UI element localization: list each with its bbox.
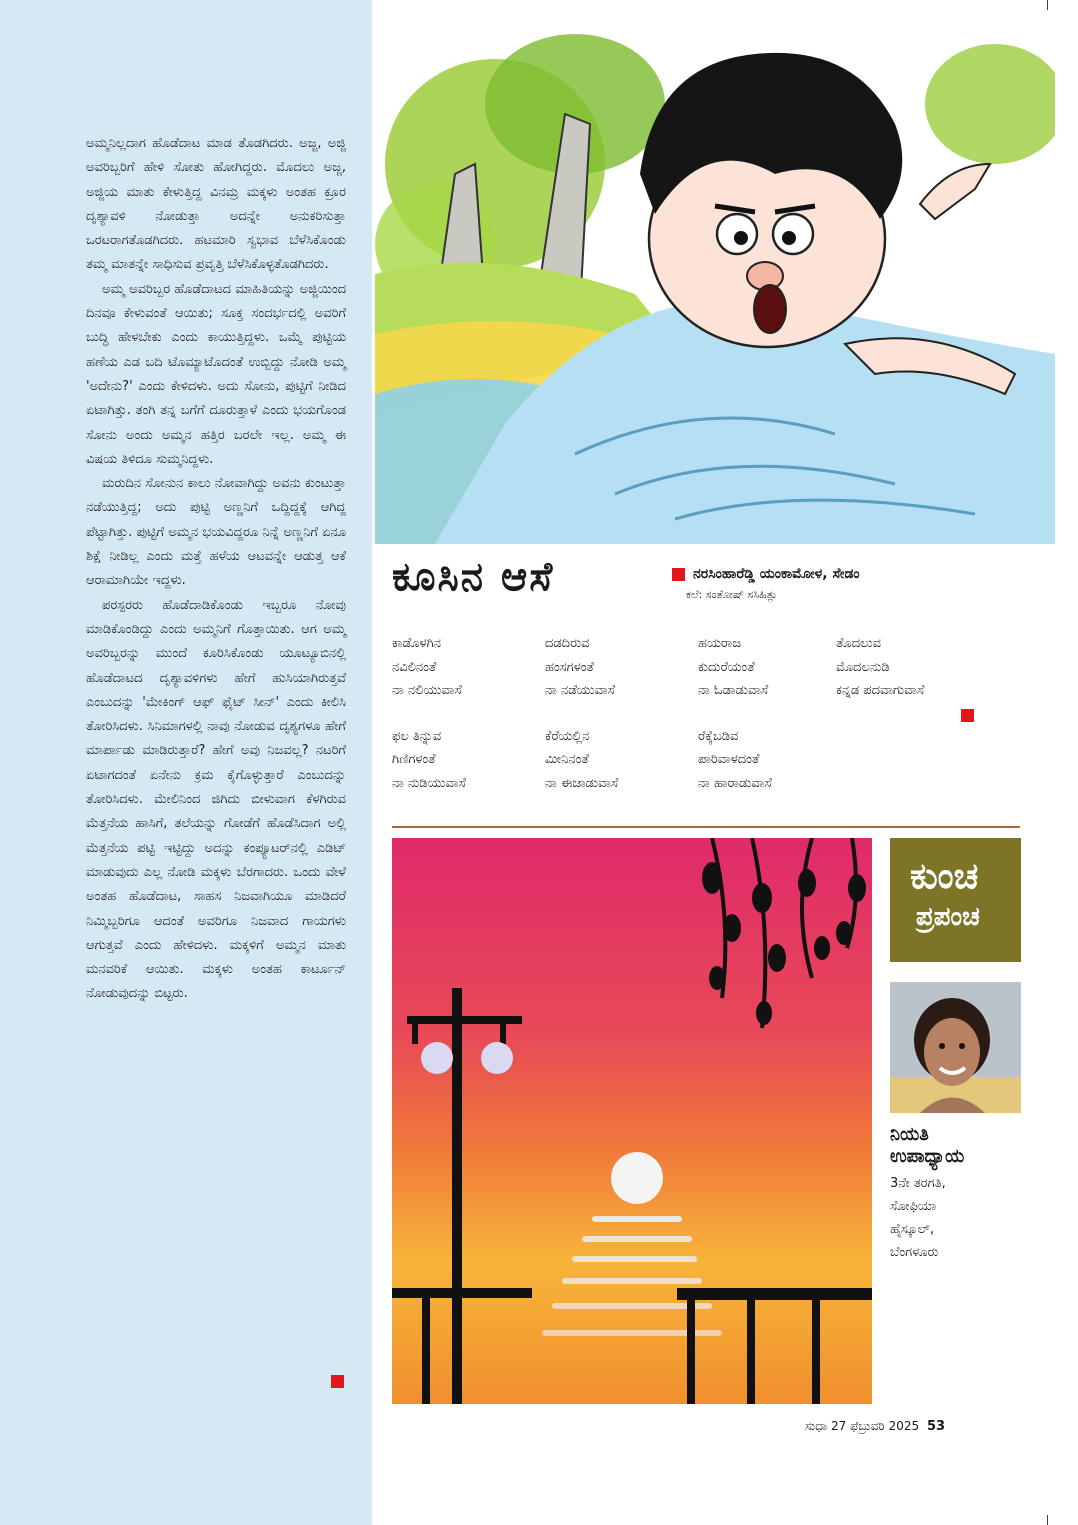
- story-paragraph: ಮರುದಿನ ಸೋನುನ ಕಾಲು ನೋವಾಗಿದ್ದು ಅವನು ಕುಂಟುತ್ತಾ ನಡೆಯುತ್ತಿದ್ದ; ಅದು ಪುಟ್ಟಿ ಅಣ್ಣನಿಗೆ ಒದ್ದಿದ್ದಕ್ಕೆ ಆಗಿದ್ದ ಪೆಟ್ಟಾಗಿತ್ತು. ಪುಟ್ಟಿಗೆ ಅಮ್ಮನ ಭಯವಿದ್ದರೂ ನಿನ್ನೆ ಅಣ್ಣನಿಗೆ ಏನೂ ಶಿಕ್ಷೆ ನೀಡಿಲ್ಲ ಎಂದು ಮತ್ತೆ ಹಳೆಯ ಆಟವನ್ನೇ ಆಡುತ್ತ ಆಕೆ ಆರಾಮಾಗಿಯೇ ಇದ್ದಳು.: [86, 476, 346, 589]
- poem-line: ನಾ ನಡೆಯುವಾಸೆ: [545, 683, 615, 698]
- logo-text-2: ಪ್ರಪಂಚ: [916, 902, 980, 932]
- poem-line: ರೆಕ್ಕೆಬಡಿವ: [698, 728, 739, 744]
- artist-detail-line: 3ನೇ ತರಗತಿ,: [890, 1176, 946, 1191]
- story-paragraph: ಪರಸ್ಪರರು ಹೊಡೆದಾಡಿಕೊಂಡು ಇಬ್ಬರೂ ನೋವು ಮಾಡಿಕೊಂಡಿದ್ದು ಎಂದು ಅಮ್ಮನಿಗೆ ಗೊತ್ತಾಯಿತು. ಆಗ ಅಮ್ಮ ಅವರಿಬ್ಬರನ್ನು ಮುಂದೆ ಕೂರಿಸಿಕೊಂಡು ಯೂಟ್ಯೂಬಿನಲ್ಲಿ ಹೊಡೆದಾಟದ ದೃಶ್ಯಾವಳಿಗಳು ಹೇಗೆ ಹುಸಿಯಾಗಿರುತ್ತವೆ ಎಂಬುದನ್ನು 'ಮೇಕಿಂಗ್ ಆಫ್ ಫೈಟ್ ಸೀನ್' ಎಂದು ಕೀಲಿಸಿ ತೋರಿಸಿದಳು. ಸಿನಿಮಾಗಳಲ್ಲಿ ನಾವು ನೋಡುವ ದೃಶ್ಯಗಳೂ ಹೇಗೆ ಮಾರ್ಪಾಡು ಮಾಡಿರುತ್ತಾರೆ? ಹೇಗೆ ಅವು ನಿಜವಲ್ಲ? ನಟರಿಗೆ ಏಟಾಗದಂತೆ ಏನೇನು ಕ್ರಮ ಕೈಗೊಳ್ಳುತ್ತಾರೆ ಎಂಬುದನ್ನು ತೋರಿಸಿದಳು. ಮೇಲಿನಿಂದ ಜಿಗಿದು ಬೀಳುವಾಗ ಕೆಳಗಿರುವ ಮೆತ್ತನೆಯ ಹಾಸಿಗೆ, ತಲೆಯನ್ನು ಗೋಡೆಗೆ ಹೊಡೆಸಿದಾಗ ಅಲ್ಲಿ ಮೆತ್ತನೆಯ ಪಟ್ಟಿ ಇಟ್ಟಿದ್ದು ಅದನ್ನು ಕಂಪ್ಯೂಟರ್‌ನಲ್ಲಿ ಎಡಿಟ್ ಮಾಡುವುದು ಎಲ್ಲ ನೋಡಿ ಮಕ್ಕಳು ಬೆರಗಾದರು. ಒಂದು ವೇಳೆ ಅಂತಹ ಹೊಡೆದಾಟ, ಸಾಹಸ ನಿಜವಾಗಿಯೂ ಮಾಡಿದರೆ ನಿಮ್ಮಿಬ್ಬರಿಗೂ ಆದಂತೆ ಅವರಿಗೂ ನಿಜವಾದ ಗಾಯಗಳು ಆಗುತ್ತವೆ ಎಂದು ಹೇಳಿದಳು. ಮಕ್ಕಳಿಗೆ ಅಮ್ಮನ ಮಾತು ಮನವರಿಕೆ ಆಯಿತು. ಮಕ್ಕಳು ಅಂತಹ ಕಾರ್ಟೂನ್ ನೋಡುವುದನ್ನು ಬಿಟ್ಟರು.: [86, 597, 346, 1002]
- poem-line: ತೊದಲುವ: [836, 636, 882, 651]
- poem-line: ಮೀನಿನಂತೆ: [545, 752, 589, 767]
- page-footer: [805, 1419, 945, 1434]
- story-text: [86, 132, 346, 1007]
- child-painting: [392, 838, 872, 1404]
- poem-line: ದಡದಿರುವ: [545, 636, 590, 651]
- folio-text: ಸುಧಾ 27 ಫೆಬ್ರುವರಿ 2025: [805, 1419, 920, 1433]
- artist-detail-line: ಬೆಂಗಳೂರು: [890, 1245, 939, 1260]
- story-paragraph: ಅಮ್ಮನಿಲ್ಲದಾಗ ಹೊಡೆದಾಟ ಮಾಡ ತೊಡಗಿದರು. ಅಜ್ಜ, ಅಜ್ಜಿ ಅವರಿಬ್ಬರಿಗೆ ಹೇಳಿ ಸೋತು ಹೋಗಿದ್ದರು. ಮೊದಲು ಅಜ್ಜ, ಅಜ್ಜಿಯ ಮಾತು ಕೇಳುತ್ತಿದ್ದ ವಿನಮ್ರ ಮಕ್ಕಳು ಅಂತಹ ಕ್ರೂರ ದೃಶ್ಯಾವಳಿ ನೋಡುತ್ತಾ ಅದನ್ನೇ ಅನುಕರಿಸುತ್ತಾ ಒರಟರಾಗತೊಡಗಿದರು. ಹಟಮಾರಿ ಸ್ವಭಾವ ಬೆಳೆಸಿಕೊಂಡು ತಮ್ಮ ಮಾತನ್ನೇ ಸಾಧಿಸುವ ಪ್ರವೃತ್ತಿ ಬೆಳೆಸಿಕೊಳ್ಳತೊಡಗಿದರು.: [86, 136, 346, 273]
- poem-stanza: [698, 632, 836, 703]
- story-end-mark: [331, 1375, 344, 1388]
- poem-line: ನಾ ಓಡಾಡುವಾಸೆ: [698, 683, 769, 698]
- poem-title: ಕೂಸಿನ ಆಸೆ: [392, 554, 555, 600]
- page-number: 53: [926, 1419, 946, 1434]
- poem-line: ಕಾಡೊಳಗಿನ: [392, 636, 441, 651]
- story-sidebar-panel: [0, 0, 372, 1525]
- artist-name-line-2: ಉಪಾಧ್ಯಾಯ: [890, 1146, 965, 1167]
- poem-stanza: [545, 632, 698, 703]
- artist-details: [890, 1172, 946, 1264]
- poem-line: ಕುದುರೆಯಂತೆ: [698, 659, 755, 675]
- poem-line: ನಾ ನಲಿಯುವಾಸೆ: [392, 683, 462, 698]
- poem-stanza: [392, 632, 545, 703]
- poem-byline: [672, 566, 860, 602]
- poem-line: ಹಂಸಗಳಂತೆ: [545, 659, 594, 675]
- poem-line: ಕನ್ನಡ ಪದವಾಗುವಾಸೆ: [836, 683, 925, 698]
- poem-line: ನಾ ಈಜಾಡುವಾಸೆ: [545, 775, 619, 791]
- poem-line: ಹಯರಾಜ: [698, 636, 742, 651]
- kuncha-prapancha-logo: [890, 838, 1021, 962]
- poem-line: ಗಿಣಿಗಳಂತೆ: [392, 752, 436, 767]
- poem-stanza: [392, 725, 545, 796]
- poem-stanza: [836, 632, 986, 703]
- artist-detail-line: ಹೈಸ್ಕೂಲ್,: [890, 1222, 935, 1237]
- artist-detail-line: ಸೋಫಿಯಾ: [890, 1199, 937, 1214]
- poem-stanza: [545, 725, 698, 796]
- poem-line: ಮೊದಲನುಡಿ: [836, 659, 890, 675]
- artist-photo: [890, 982, 1021, 1113]
- illustrator-credit: ಕಲೆ: ಸಂತೋಷ್ ಸಸಿಹಿತ್ಲು: [686, 588, 778, 601]
- crop-mark: [1047, 1515, 1048, 1525]
- poem-line: ನಾ ಹಾರಾಡುವಾಸೆ: [698, 775, 772, 791]
- poem-illustration: [375, 14, 1055, 544]
- poem-author: ನರಸಿಂಹಾರೆಡ್ಡಿ ಯಂಕಾಮೋಳ, ಸೇಡಂ: [693, 566, 860, 582]
- poem-line: ಫಲ ತಿನ್ನುವ: [392, 728, 442, 744]
- poem-end-mark: [961, 709, 974, 722]
- crop-mark: [1047, 0, 1048, 10]
- story-paragraph: ಅಮ್ಮ ಅವರಿಬ್ಬರ ಹೊಡೆದಾಟದ ಮಾಹಿತಿಯನ್ನು ಅಜ್ಜಿಯಿಂದ ದಿನವೂ ಕೇಳುವಂತೆ ಆಯಿತು; ಸೂಕ್ತ ಸಂದರ್ಭದಲ್ಲಿ ಅವರಿಗೆ ಬುದ್ಧಿ ಹೇಳಬೇಕು ಎಂದು ಕಾಯುತ್ತಿದ್ದಳು. ಒಮ್ಮೆ ಪುಟ್ಟಿಯ ಹಣೆಯ ಎಡ ಬದಿ ಟೊಮ್ಯಾಟೊದಂತೆ ಉಬ್ಬಿದ್ದು ನೋಡಿ ಅಮ್ಮ 'ಅದೇನು?' ಎಂದು ಕೇಳಿದಳು. ಅದು ಸೋನು, ಪುಟ್ಟಿಗೆ ನೀಡಿದ ಏಟಾಗಿತ್ತು. ತಂಗಿ ತನ್ನ ಬಗೆಗೆ ದೂರುತ್ತಾಳೆ ಎಂದು ಭಯಗೊಂಡ ಸೋನು ಅಂದು ಅಮ್ಮನ ಹತ್ತಿರ ಬರಲೇ ಇಲ್ಲ. ಅಮ್ಮ ಈ ವಿಷಯ ತಿಳಿದೂ ಸುಮ್ಮನಿದ್ದಳು.: [86, 281, 346, 467]
- artist-name: [890, 1124, 964, 1168]
- poem-line: ನಾ ನುಡಿಯುವಾಸೆ: [392, 775, 466, 791]
- poem-line: ಕೆರೆಯಲ್ಲಿನ: [545, 728, 590, 744]
- poem-body: [392, 632, 992, 795]
- poem-line: ಪಾರಿವಾಳದಂತೆ: [698, 752, 760, 767]
- artist-name-line-1: ನಿಯತಿ: [890, 1124, 929, 1145]
- section-divider: [392, 826, 1020, 828]
- poem-stanza: [698, 725, 836, 796]
- byline-red-square: [672, 568, 685, 581]
- poem-line: ನವಿಲಿನಂತೆ: [392, 659, 437, 675]
- logo-text-1: ಕುಂಚ: [910, 856, 979, 897]
